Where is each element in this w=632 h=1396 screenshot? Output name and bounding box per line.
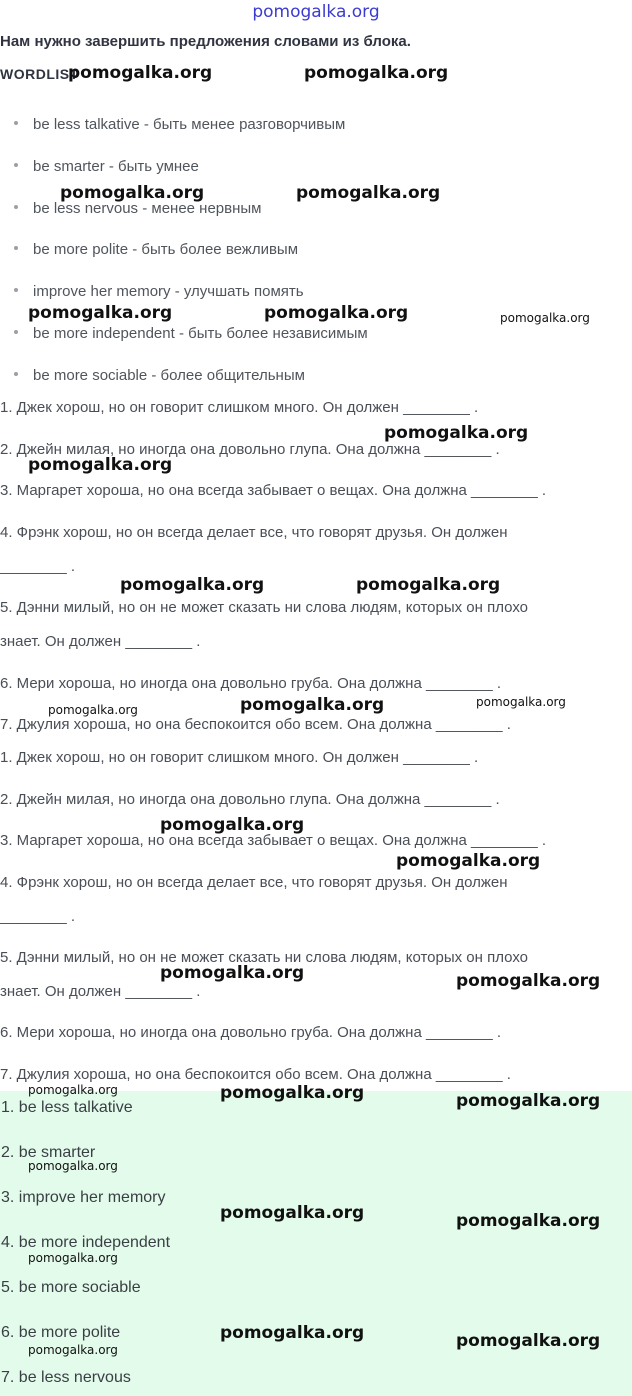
list-item-text: improve her memory - улучшать помять [33, 283, 304, 300]
sentence-line: 1. Джек хорош, но он говорит слишком много. Он должен ________ . [0, 399, 479, 416]
site-header[interactable]: pomogalka.org [252, 2, 380, 22]
bullet-icon [14, 330, 18, 334]
answer-item: 1. be less talkative [1, 1099, 133, 1116]
watermark: pomogalka.org [28, 455, 173, 475]
sentence-line: 5. Дэнни милый, но он не может сказать ни слова людям, которых он плохо [0, 599, 528, 616]
watermark: pomogalka.org [28, 1159, 118, 1173]
watermark: pomogalka.org [240, 695, 385, 715]
list-item-text: be more sociable - более общительным [33, 367, 305, 384]
list-item [14, 367, 305, 384]
intro-text: Нам нужно завершить предложения словами из блока. [0, 33, 411, 50]
list-item [14, 116, 345, 133]
watermark: pomogalka.org [28, 1251, 118, 1265]
watermark: pomogalka.org [68, 63, 213, 83]
sentence-line: знает. Он должен ________ . [0, 983, 201, 1000]
sentence-line: 1. Джек хорош, но он говорит слишком много. Он должен ________ . [0, 749, 479, 766]
list-item [14, 283, 304, 300]
watermark: pomogalka.org [60, 183, 205, 203]
watermark: pomogalka.org [500, 311, 590, 325]
watermark: pomogalka.org [220, 1203, 365, 1223]
answer-item: 4. be more independent [1, 1234, 171, 1251]
sentence-line: 4. Фрэнк хорош, но он всегда делает все, что говорят друзья. Он должен [0, 874, 508, 891]
watermark: pomogalka.org [28, 1083, 118, 1097]
bullet-icon [14, 372, 18, 376]
answer-item: 5. be more sociable [1, 1279, 141, 1296]
watermark: pomogalka.org [28, 1343, 118, 1357]
sentence-line: 2. Джейн милая, но иногда она довольно глупа. Она должна ________ . [0, 441, 500, 458]
sentence-line: 5. Дэнни милый, но он не может сказать ни слова людям, которых он плохо [0, 949, 528, 966]
sentence-line: 3. Маргарет хороша, но она всегда забывает о вещах. Она должна ________ . [0, 482, 547, 499]
bullet-icon [14, 121, 18, 125]
wordlist-heading: WORDLIST [0, 66, 79, 82]
answer-item: 2. be smarter [1, 1144, 96, 1161]
sentence-line: 2. Джейн милая, но иногда она довольно глупа. Она должна ________ . [0, 791, 500, 808]
sentence-line: 4. Фрэнк хорош, но он всегда делает все, что говорят друзья. Он должен [0, 524, 508, 541]
list-item-text: be more polite - быть более вежливым [33, 241, 299, 258]
watermark: pomogalka.org [476, 695, 566, 709]
watermark: pomogalka.org [456, 1211, 601, 1231]
watermark: pomogalka.org [48, 703, 138, 717]
watermark: pomogalka.org [120, 575, 265, 595]
bullet-icon [14, 288, 18, 292]
sentence-line: 6. Мери хороша, но иногда она довольно груба. Она должна ________ . [0, 675, 502, 692]
list-item [14, 158, 199, 175]
sentence-line: 3. Маргарет хороша, но она всегда забывает о вещах. Она должна ________ . [0, 832, 547, 849]
sentence-line: ________ . [0, 908, 76, 925]
sentence-line: 6. Мери хороша, но иногда она довольно груба. Она должна ________ . [0, 1024, 502, 1041]
list-item [14, 241, 298, 258]
watermark: pomogalka.org [28, 303, 173, 323]
watermark: pomogalka.org [160, 815, 305, 835]
sentence-line: 7. Джулия хороша, но она беспокоится обо всем. Она должна ________ . [0, 716, 511, 733]
answer-item: 7. be less nervous [1, 1369, 131, 1386]
list-item [14, 325, 368, 342]
bullet-icon [14, 205, 18, 209]
sentence-line: ________ . [0, 558, 76, 575]
watermark: pomogalka.org [356, 575, 501, 595]
bullet-icon [14, 246, 18, 250]
answer-item: 6. be more polite [1, 1324, 121, 1341]
sentence-line: знает. Он должен ________ . [0, 633, 201, 650]
watermark: pomogalka.org [396, 851, 541, 871]
list-item-text: be less talkative - быть менее разговорчивым [33, 116, 346, 133]
watermark: pomogalka.org [456, 1331, 601, 1351]
answer-item: 3. improve her memory [1, 1189, 166, 1206]
watermark: pomogalka.org [456, 1091, 601, 1111]
list-item-text: be more independent - быть более независимым [33, 325, 368, 342]
watermark: pomogalka.org [264, 303, 409, 323]
list-item-text: be less nervous - менее нервным [33, 200, 262, 217]
watermark: pomogalka.org [220, 1083, 365, 1103]
watermark: pomogalka.org [296, 183, 441, 203]
bullet-icon [14, 163, 18, 167]
watermark: pomogalka.org [160, 963, 305, 983]
watermark: pomogalka.org [384, 423, 529, 443]
watermark: pomogalka.org [220, 1323, 365, 1343]
watermark: pomogalka.org [304, 63, 449, 83]
watermark: pomogalka.org [456, 971, 601, 991]
list-item-text: be smarter - быть умнее [33, 158, 199, 175]
sentence-line: 7. Джулия хороша, но она беспокоится обо всем. Она должна ________ . [0, 1066, 511, 1083]
